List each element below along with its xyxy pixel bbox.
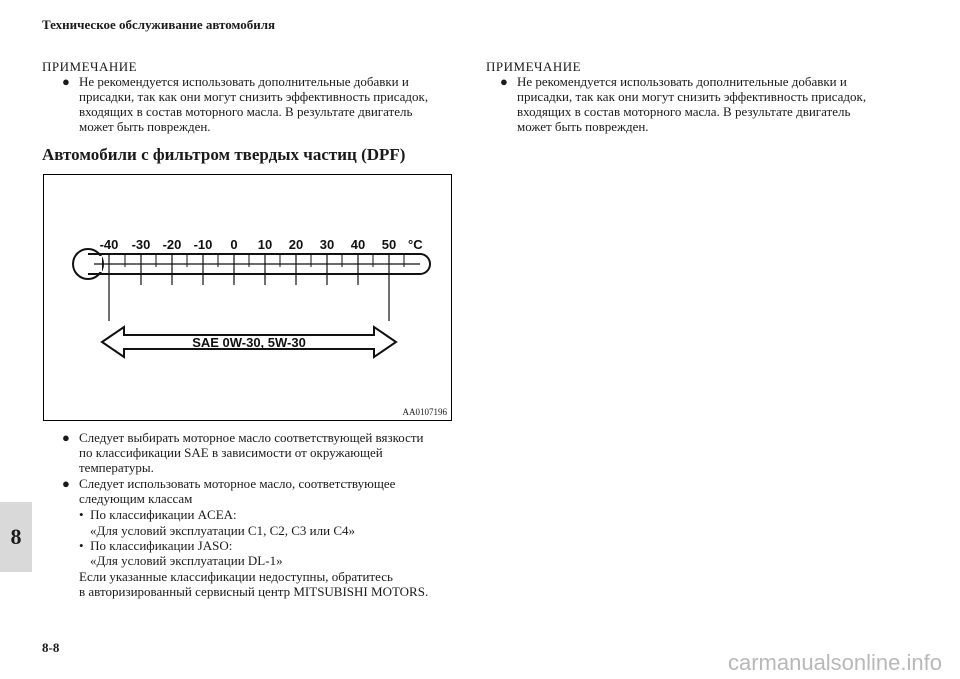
sae-grade-label: SAE 0W-30, 5W-30: [192, 335, 306, 350]
scale-label: 10: [257, 237, 273, 252]
chapter-tab: [0, 502, 32, 572]
scale-label: -10: [193, 237, 213, 252]
left-note-line: присадки, так как они могут снизить эффективность присадок,: [79, 89, 429, 104]
bullet-icon: ●: [62, 74, 70, 89]
bullet-icon: ●: [62, 430, 70, 445]
acea-item: [79, 507, 237, 522]
jaso-detail: «Для условий эксплуатации DL-1»: [90, 553, 283, 568]
left-note-line: входящих в состав моторного масла. В результате двигатель: [79, 104, 413, 119]
left-note-line: может быть поврежден.: [79, 119, 211, 134]
bullet-text: [79, 476, 395, 506]
watermark: carmanualsonline.info: [727, 650, 942, 675]
scale-label: 0: [230, 237, 238, 252]
sub-bullet-icon: •: [79, 507, 91, 522]
right-note-bullet: [500, 74, 920, 134]
scale-label: -30: [131, 237, 151, 252]
left-note-label: ПРИМЕЧАНИЕ: [42, 59, 138, 74]
bullet-icon: ●: [500, 74, 508, 89]
bullet-text: [79, 430, 424, 475]
right-note-line: входящих в состав моторного масла. В результате двигатель: [517, 104, 851, 119]
header-title: Техническое обслуживание автомобиля: [42, 17, 276, 32]
figure-code: AA0107196: [402, 407, 447, 417]
bullet-line: следующим классам: [79, 491, 193, 506]
bullet-line: по классификации SAE в зависимости от окружающей: [79, 445, 383, 460]
left-note-line: Не рекомендуется использовать дополнительные добавки и: [79, 74, 409, 89]
page-number: 8-8: [42, 640, 60, 655]
scale-label: -40: [99, 237, 119, 252]
right-note-text: [517, 74, 866, 134]
scale-label: 50: [381, 237, 397, 252]
bullet-icon: ●: [62, 476, 70, 491]
right-note-line: может быть поврежден.: [517, 119, 649, 134]
right-note-line: Не рекомендуется использовать дополнительные добавки и: [517, 74, 847, 89]
bullet-line: температуры.: [79, 460, 154, 475]
final-note-line: Если указанные классификации недоступны, обратитесь: [79, 569, 393, 584]
jaso-item: [79, 538, 232, 553]
acea-detail: «Для условий эксплуатации C1, C2, C3 или C4»: [90, 523, 356, 538]
bullet-line: Следует использовать моторное масло, соответствующее: [79, 476, 396, 491]
scale-label: 20: [288, 237, 304, 252]
right-note-line: присадки, так как они могут снизить эффективность присадок,: [517, 89, 867, 104]
left-note-text: [79, 74, 428, 134]
final-note-line: в авторизированный сервисный центр MITSUBISHI MOTORS.: [79, 584, 429, 599]
scale-label: 30: [319, 237, 335, 252]
bullet-line: Следует выбирать моторное масло соответствующей вязкости: [79, 430, 424, 445]
section-title: Автомобили с фильтром твердых частиц (DPF): [42, 145, 406, 164]
scale-label: 40: [350, 237, 366, 252]
bullet-sae-viscosity: [62, 430, 462, 475]
right-note-label: ПРИМЕЧАНИЕ: [486, 59, 582, 74]
thermometer-diagram: [44, 175, 451, 420]
viscosity-figure: [43, 174, 452, 421]
acea-label: По классификации ACEA:: [90, 507, 237, 522]
chapter-number: 8: [10, 524, 22, 549]
left-note-bullet: [62, 74, 462, 134]
unit-label: °C: [408, 237, 423, 252]
jaso-label: По классификации JASO:: [90, 538, 233, 553]
scale-label: -20: [162, 237, 182, 252]
sub-bullet-icon: •: [79, 538, 91, 553]
